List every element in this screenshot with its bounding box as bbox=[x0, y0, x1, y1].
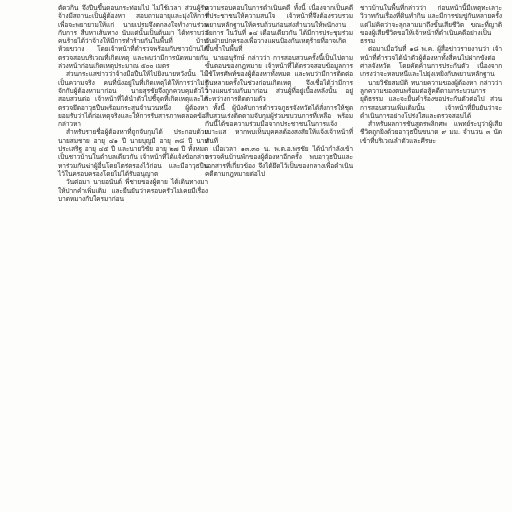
paragraph: ต่อมาเมื่อวันที่ ๑๘ พ.ค. ผู้สื่อข่าวรายงานว่า เจ้าหน้าที่ตำรวจได้นำตัวผู้ต้องหาทั้งสี่คนไปฝากขังต่อศาลจังหวัด โดยคัดค้านการประกันตัว เนื่องจากเกรงว่าจะหลบหนีและไปยุ่งเหยิงกับพยานหลักฐาน bbox=[360, 45, 502, 79]
paragraph: ชาวบ้านในพื้นที่กล่าวว่า ก่อนหน้านี้มีเหตุทะเลาะวิวาทกันเรื่องที่ดินทำกิน และมีการข่มขู่กันหลายครั้ง แต่ไม่คิดว่าจะลุกลามมาถึงขั้นเสียชีวิต ขณะที่ญาติของผู้เสียชีวิตขอให้เจ้าหน้าที่ดำเนินคดีอย่างเป็นธรรม bbox=[360, 4, 502, 46]
text-column-3 bbox=[360, 4, 502, 145]
paragraph: นายอนุรักษ์ กล่าวว่า การสอบสวนครั้งนี้เป็นไปตามขั้นตอนของกฎหมาย เจ้าหน้าที่ได้ตรวจสอบข้อมูลการใช้โทรศัพท์ของผู้ต้องหาทั้งหมด และพบว่ามีการติดต่อกันหลายครั้งในช่วงก่อนเกิดเหตุ จึงเชื่อได้ว่ามีการวางแผนร่วมกันมาก่อน ส่วนผู้ที่อยู่เบื้องหลังนั้น อยู่ระหว่างการติดตามตัว bbox=[205, 53, 353, 104]
paragraph: สำหรับผลการชันสูตรพลิกศพ แพทย์ระบุว่าผู้เสียชีวิตถูกยิงด้วยอาวุธปืนขนาด ๙ มม. จำนวน ๓ นัด เข้าที่บริเวณลำตัวและศีรษะ bbox=[360, 120, 502, 145]
paragraph: สำหรับรายชื่อผู้ต้องหาที่ถูกจับกุมได้ ประกอบด้วย นายสมชาย อายุ ๔๑ ปี นายบุญมี อายุ ๓๘ ปี นายประเสริฐ อายุ ๔๕ ปี และนายวิชัย อายุ ๒๗ ปี ทั้งหมดเป็นชาวบ้านในตำบลเดียวกัน เจ้าหน้าที่ได้แจ้งข้อกล่าวหาร่วมกันฆ่าผู้อื่นโดยไตร่ตรองไว้ก่อน และมีอาวุธปืนไว้ในครอบครองโดยไม่ได้รับอนุญาต bbox=[58, 128, 208, 178]
paragraph: นายวิชัยสมบัติ ทนายความของผู้ต้องหา กล่าวว่า ลูกความของตนพร้อมต่อสู้คดีตามกระบวนการยุติธรรม และจะยื่นคำร้องขอประกันตัวต่อไป ส่วนการสอบสวนเพิ่มเติมนั้น เจ้าหน้าที่ยืนยันว่าจะดำเนินการอย่างโปร่งใสและตรวจสอบได้ bbox=[360, 78, 502, 120]
text-column-1 bbox=[58, 4, 208, 203]
paragraph: วันต่อมา นายอนันต์ พี่ชายของผู้ตาย ได้เดินทางมาให้ปากคำเพิ่มเติม และยืนยันว่าครอบครัวไม่เคยมีเรื่องบาดหมางกับใครมาก่อน bbox=[58, 178, 208, 203]
paragraph: ทั้งนี้ ผู้บังคับการตำรวจภูธรจังหวัดได้สั่งการให้ชุดสืบสวนเร่งติดตามจับกุมผู้ร่วมขบวนการที่เหลือ พร้อมกันนี้ได้ขอความร่วมมือจากประชาชนในการแจ้งเบาะแส หากพบเห็นบุคคลต้องสงสัยให้แจ้งเจ้าหน้าที่ทันที bbox=[205, 103, 353, 145]
paragraph: ตัดวกิน จึงปีนขึ้นดอนกระท่อมไป ไม่ใช้เวลา ส่วนผู้รับจ้างมีสถานะเป็นผู้ต้องหา สอบถามอายุและมุ่งให้การเพื่อจะพยายามให้แก่ นายเปรมจึงตกลงใจทำงานร่วมกับการ สืบหาเส้นทาง นับแต่นั้นเป็นต้นมา ได้ทราบว่าคนร้ายได้ว่าจ้างให้มีการทำร้ายกันในพื้นที่ บ้านห้วยขวาง โดยเจ้าหน้าที่ตำรวจพร้อมกับชาวบ้านได้ตรวจสอบบริเวณที่เกิดเหตุ และพบว่ามีการนัดหมายกันล่วงหน้าก่อนเกิดเหตุประมาณ ๕๐๐ เมตร bbox=[58, 4, 208, 71]
text-column-2 bbox=[205, 4, 353, 178]
paragraph: เมื่อเวลา ๑๓.๓๐ น. พ.ต.อ.พรชัย ได้นำกำลังเข้าตรวจค้นบ้านพักของผู้ต้องหาอีกครั้ง พบอาวุธปืนและเอกสารที่เกี่ยวข้อง จึงได้ยึดไว้เป็นของกลางเพื่อดำเนินคดีตามกฎหมายต่อไป bbox=[205, 145, 353, 178]
paragraph: ความรอบคอบในการดำเนินคดี ทั้งนี้ เนื่องจากเป็นคดีที่ประชาชนให้ความสนใจ เจ้าหน้าที่จึงต้องรวบรวมพยานหลักฐานให้ครบถ้วนก่อนส่งสำนวนให้พนักงานอัยการ ในวันที่ ๑๔ เดือนเดียวกัน ได้มีการประชุมร่วมกับฝ่ายปกครองเพื่อวางแผนป้องกันเหตุร้ายที่อาจเกิดขึ้นซ้ำในพื้นที่ bbox=[205, 4, 353, 54]
paragraph: ส่วนกระแสข่าวว่าจ้างมือปืนให้ไปยิงนายหวังนั้น ไม่เป็นความจริง คนที่นั่งอยู่ในที่เกิดเหตุได้ให้การว่าไม่รู้จักกับผู้ต้องหามาก่อน นายสุรชัยจึงถูกควบคุมตัวไว้สอบสวนต่อ เจ้าหน้าที่ได้นำตัวไปชี้จุดที่เกิดเหตุและได้ตรวจยึดอาวุธปืนพร้อมกระสุนจำนวนหนึ่ง ผู้ต้องหายอมรับว่าได้ก่อเหตุจริงและให้การรับสารภาพตลอดข้อกล่าวหา bbox=[58, 70, 208, 129]
